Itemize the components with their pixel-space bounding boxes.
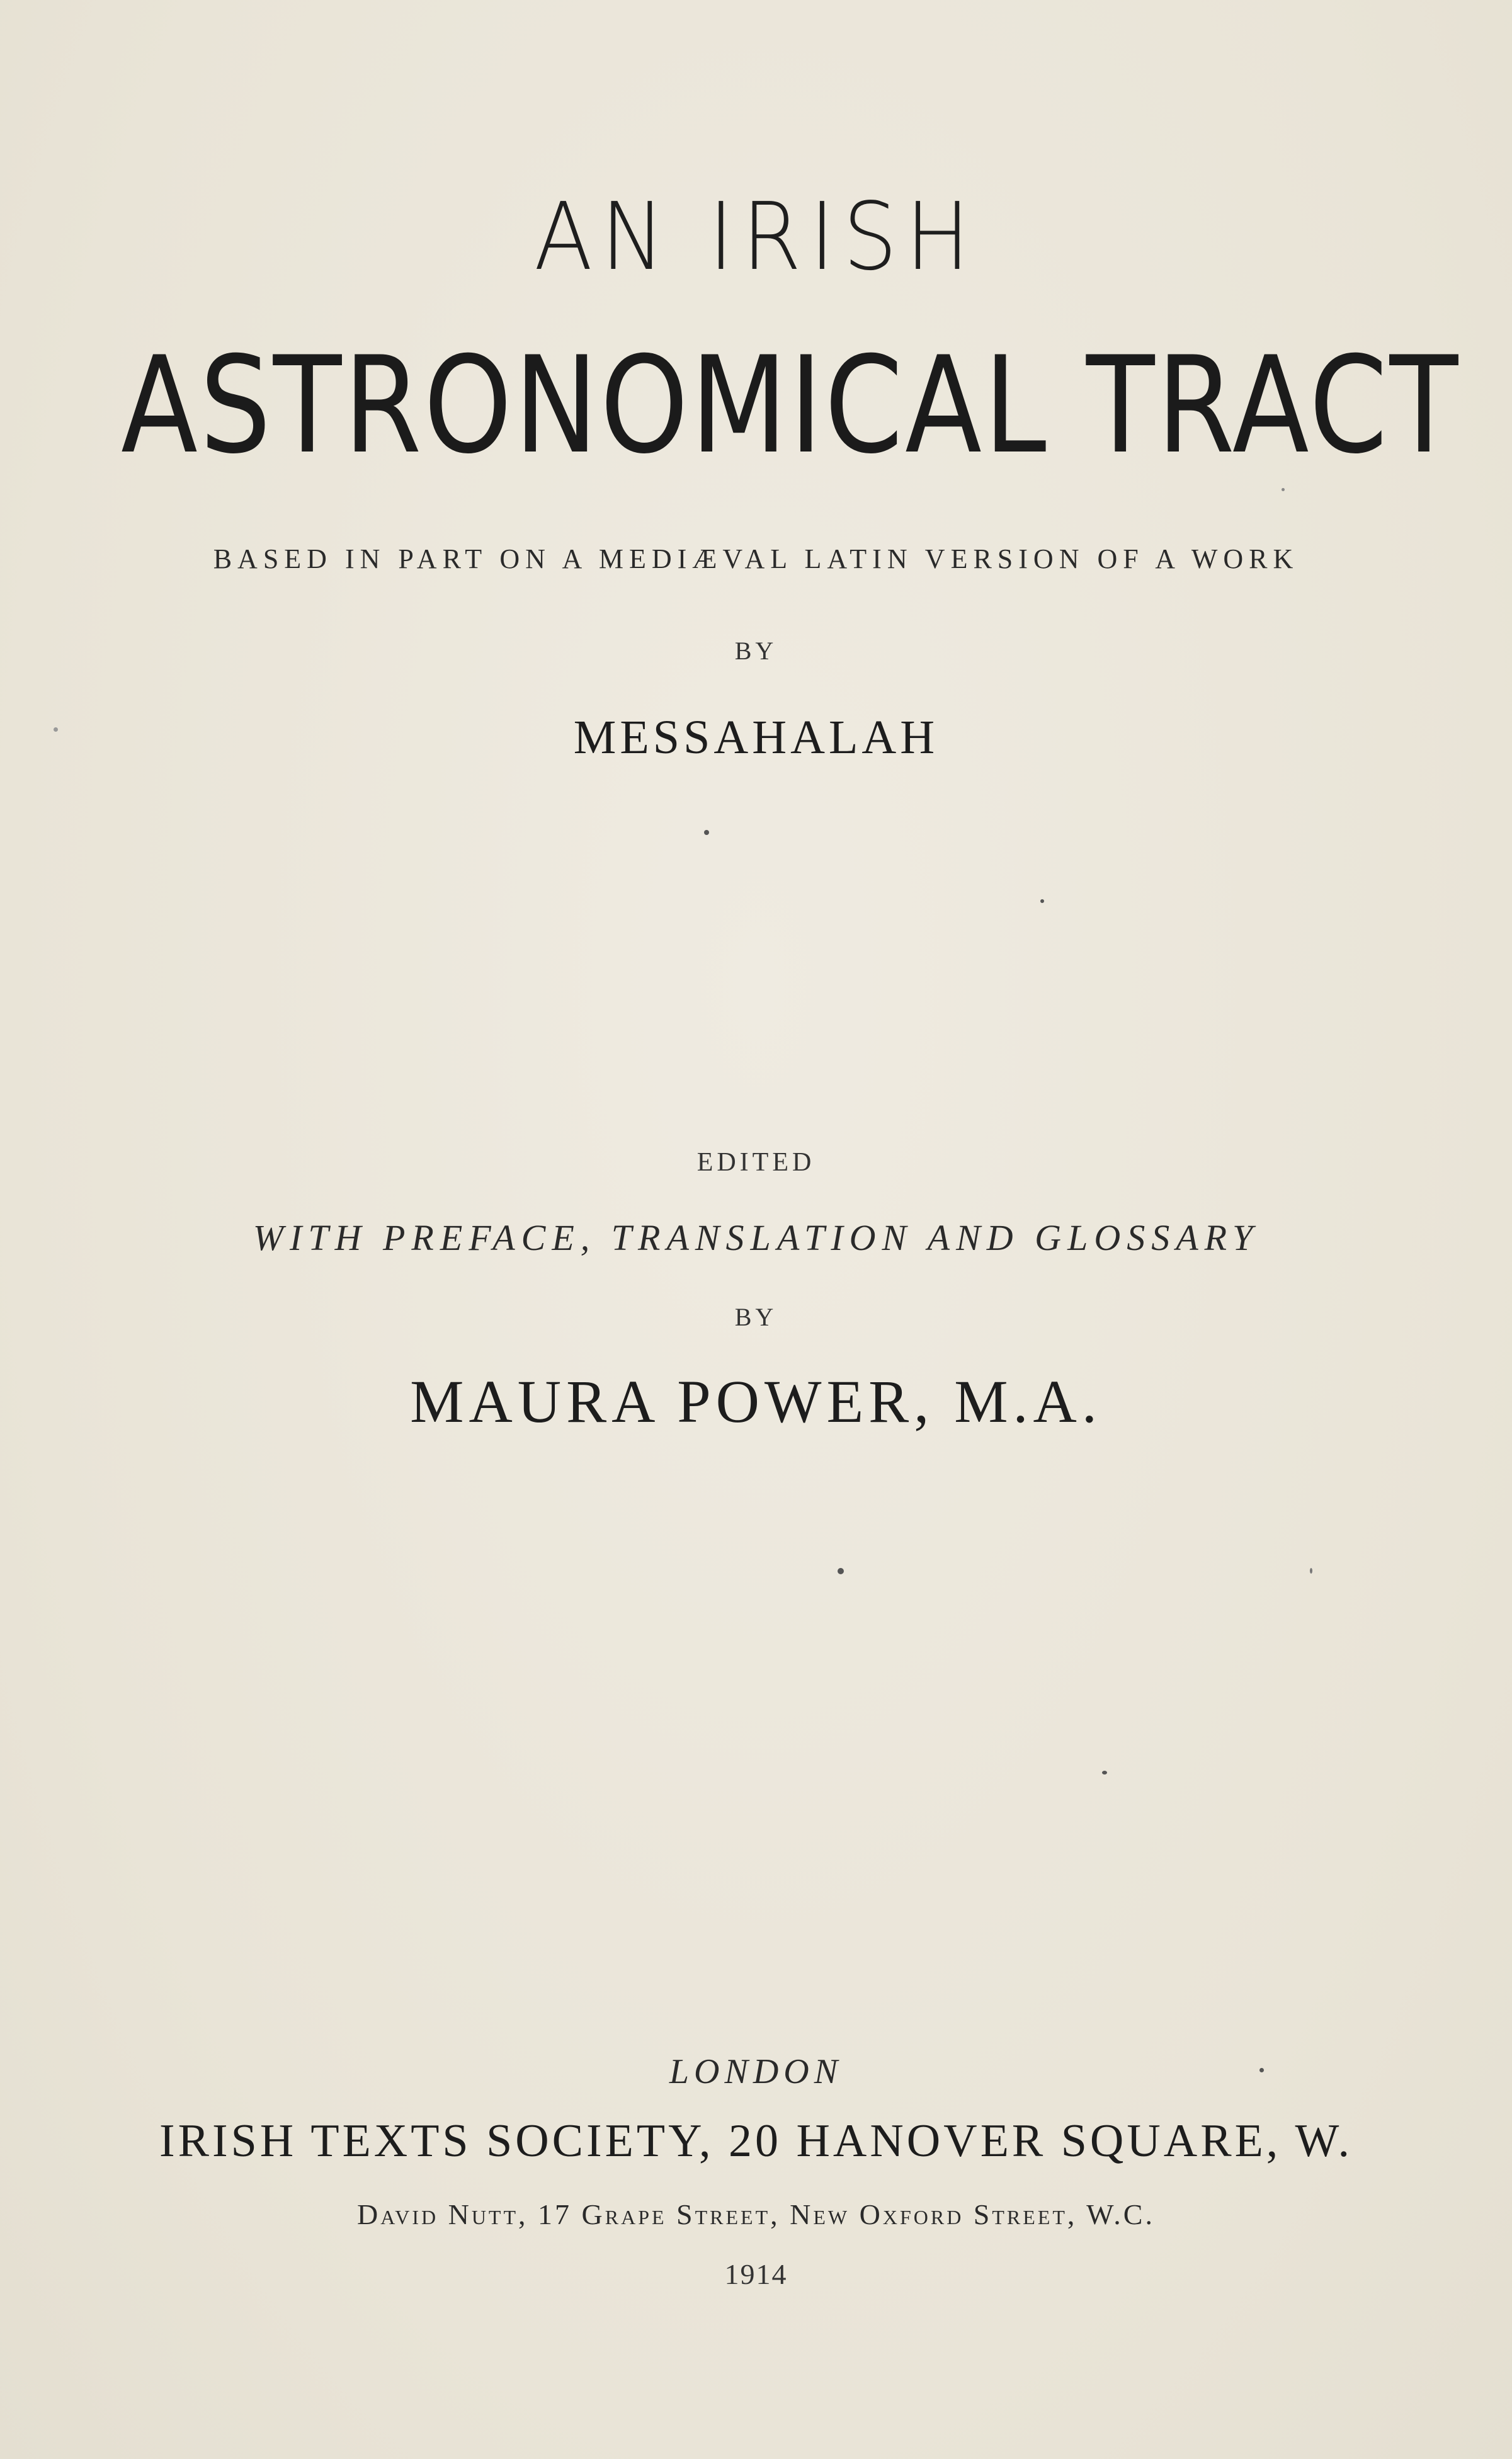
paper-speck xyxy=(1040,899,1044,903)
edited-label: EDITED xyxy=(696,1148,816,1177)
publication-city: LONDON xyxy=(669,2052,843,2091)
paper-speck xyxy=(1102,1771,1107,1775)
publisher: IRISH TEXTS SOCIETY, 20 HANOVER SQUARE, W. xyxy=(159,2115,1353,2167)
by-label-2: BY xyxy=(734,1303,778,1331)
paper-speck xyxy=(1310,1568,1312,1574)
title-line-2: ASTRONOMICAL TRACT xyxy=(121,327,1460,483)
paper-speck xyxy=(704,830,709,835)
paper-speck xyxy=(54,727,58,732)
distributor: David Nutt, 17 Grape Street, New Oxford Street, W.C. xyxy=(357,2198,1155,2230)
paper-speck xyxy=(1259,2068,1264,2072)
paper-speck xyxy=(1282,488,1285,491)
paper-speck xyxy=(838,1568,844,1574)
title-line-1: AN IRISH xyxy=(533,183,979,291)
subtitle: BASED IN PART ON A MEDIÆVAL LATIN VERSION OF A WORK xyxy=(213,543,1299,574)
original-author: MESSAHALAH xyxy=(573,711,939,764)
publication-year: 1914 xyxy=(724,2258,788,2290)
edition-description: WITH PREFACE, TRANSLATION AND GLOSSARY xyxy=(253,1217,1259,1258)
by-label-1: BY xyxy=(734,637,778,665)
editor-name: MAURA POWER, M.A. xyxy=(410,1368,1102,1435)
